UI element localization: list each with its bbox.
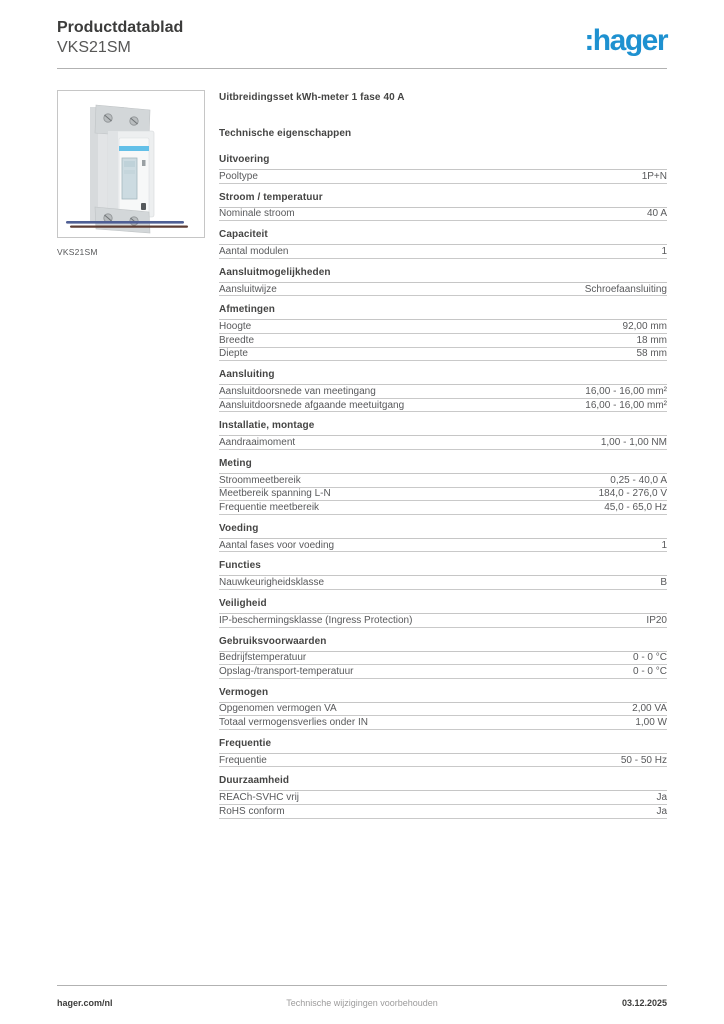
spec-row: [219, 652, 667, 666]
spec-section: [219, 154, 667, 184]
footer-disclaimer: Technische wijzigingen voorbehouden: [286, 998, 438, 1008]
spec-section: [219, 636, 667, 679]
spec-value: 1: [661, 245, 667, 257]
spec-row: [219, 614, 667, 628]
spec-section: [219, 267, 667, 297]
spec-value: 40 A: [646, 208, 667, 220]
spec-row: [219, 791, 667, 805]
spec-section: [219, 775, 667, 818]
spec-section: [219, 420, 667, 450]
spec-value: 16,00 - 16,00 mm²: [585, 399, 667, 411]
spec-label: Aansluitdoorsnede van meetingang: [219, 385, 376, 397]
spec-section: [219, 738, 667, 768]
spec-value: 1P+N: [641, 170, 667, 182]
product-name: Uitbreidingsset kWh-meter 1 fase 40 A: [219, 92, 405, 103]
spec-value: 0,25 - 40,0 A: [610, 474, 667, 486]
spec-row: [219, 474, 667, 488]
spec-section: [219, 687, 667, 730]
spec-section: [219, 369, 667, 412]
spec-row: [219, 320, 667, 334]
spec-value: 1,00 W: [635, 717, 667, 729]
spec-label: Breedte: [219, 334, 255, 346]
spec-label: Aantal modulen: [219, 245, 289, 257]
spec-label: Aansluitwijze: [219, 283, 277, 295]
spec-label: Pooltype: [219, 170, 258, 182]
section-title: Afmetingen: [219, 304, 667, 320]
spec-value: 1,00 - 1,00 NM: [600, 437, 667, 449]
spec-label: IP-beschermingsklasse (Ingress Protection): [219, 614, 413, 626]
spec-row: [219, 576, 667, 590]
spec-row: [219, 385, 667, 399]
spec-value: 18 mm: [636, 334, 667, 346]
product-image: [57, 90, 205, 238]
spec-section: [219, 598, 667, 628]
spec-label: RoHS conform: [219, 805, 285, 817]
spec-row: [219, 348, 667, 362]
product-image-column: [57, 90, 205, 257]
spec-value: 45,0 - 65,0 Hz: [604, 501, 667, 513]
hager-logo: :hager: [584, 24, 667, 57]
spec-value: 92,00 mm: [622, 321, 667, 333]
spec-label: Frequentie: [219, 754, 267, 766]
spec-label: REACh-SVHC vrij: [219, 792, 300, 804]
spec-value: Ja: [656, 792, 667, 804]
spec-label: Opgenomen vermogen VA: [219, 703, 337, 715]
spec-label: Nauwkeurigheidsklasse: [219, 577, 325, 589]
spec-value: B: [660, 577, 667, 589]
spec-label: Nominale stroom: [219, 208, 295, 220]
spec-row: [219, 170, 667, 184]
section-title: Aansluiting: [219, 369, 667, 385]
footer-divider: [57, 985, 667, 986]
kwh-meter-illustration: [58, 91, 204, 237]
section-title: Gebruiksvoorwaarden: [219, 636, 667, 652]
spec-label: Aansluitdoorsnede afgaande meetuitgang: [219, 399, 405, 411]
spec-label: Diepte: [219, 348, 248, 360]
section-title: Aansluitmogelijkheden: [219, 267, 667, 283]
section-title: Duurzaamheid: [219, 775, 667, 791]
spec-section: [219, 523, 667, 553]
section-title: Voeding: [219, 523, 667, 539]
section-title: Frequentie: [219, 738, 667, 754]
spec-row: [219, 436, 667, 450]
spec-value: Schroefaansluiting: [584, 283, 667, 295]
spec-label: Aandraaimoment: [219, 437, 296, 449]
section-title: Meting: [219, 458, 667, 474]
spec-row: [219, 665, 667, 679]
spec-value: 50 - 50 Hz: [620, 754, 667, 766]
spec-row: [219, 334, 667, 348]
spec-row: [219, 488, 667, 502]
section-title: Stroom / temperatuur: [219, 192, 667, 208]
spec-value: IP20: [646, 614, 667, 626]
document-title: Productdatablad: [57, 19, 184, 36]
spec-value: Ja: [656, 805, 667, 817]
page-footer: [57, 998, 667, 1008]
specs-heading: Technische eigenschappen: [219, 128, 352, 139]
spec-label: Opslag-/transport-temperatuur: [219, 665, 354, 677]
spec-label: Stroommeetbereik: [219, 474, 301, 486]
spec-label: Bedrijfstemperatuur: [219, 652, 307, 664]
spec-section: [219, 458, 667, 515]
product-code: VKS21SM: [57, 39, 131, 56]
spec-value: 0 - 0 °C: [632, 652, 667, 664]
spec-value: 16,00 - 16,00 mm²: [585, 385, 667, 397]
spec-label: Meetbereik spanning L-N: [219, 488, 331, 500]
spec-label: Aantal fases voor voeding: [219, 539, 335, 551]
page-header: [57, 18, 667, 58]
section-title: Uitvoering: [219, 154, 667, 170]
section-title: Vermogen: [219, 687, 667, 703]
spec-row: [219, 805, 667, 819]
spec-row: [219, 703, 667, 717]
spec-section: [219, 304, 667, 361]
spec-value: 2,00 VA: [632, 703, 667, 715]
spec-value: 1: [661, 539, 667, 551]
spec-section: [219, 192, 667, 222]
spec-row: [219, 501, 667, 515]
section-title: Capaciteit: [219, 229, 667, 245]
spec-section: [219, 229, 667, 259]
spec-row: [219, 208, 667, 222]
section-title: Veiligheid: [219, 598, 667, 614]
section-title: Functies: [219, 560, 667, 576]
spec-value: 184,0 - 276,0 V: [598, 488, 667, 500]
spec-row: [219, 399, 667, 413]
spec-label: Hoogte: [219, 321, 252, 333]
image-caption: VKS21SM: [57, 247, 98, 257]
spec-label: Frequentie meetbereik: [219, 501, 320, 513]
spec-row: [219, 245, 667, 259]
section-title: Installatie, montage: [219, 420, 667, 436]
spec-sections: [219, 154, 667, 819]
spec-value: 0 - 0 °C: [632, 665, 667, 677]
spec-section: [219, 560, 667, 590]
spec-value: 58 mm: [636, 348, 667, 360]
footer-date: 03.12.2025: [621, 998, 667, 1008]
spec-row: [219, 283, 667, 297]
title-block: [57, 18, 183, 58]
header-divider: [57, 68, 667, 69]
spec-row: [219, 754, 667, 768]
footer-website: hager.com/nl: [57, 998, 113, 1008]
spec-row: [219, 539, 667, 553]
spec-label: Totaal vermogensverlies onder IN: [219, 717, 368, 729]
specifications-column: [219, 92, 667, 819]
spec-row: [219, 716, 667, 730]
